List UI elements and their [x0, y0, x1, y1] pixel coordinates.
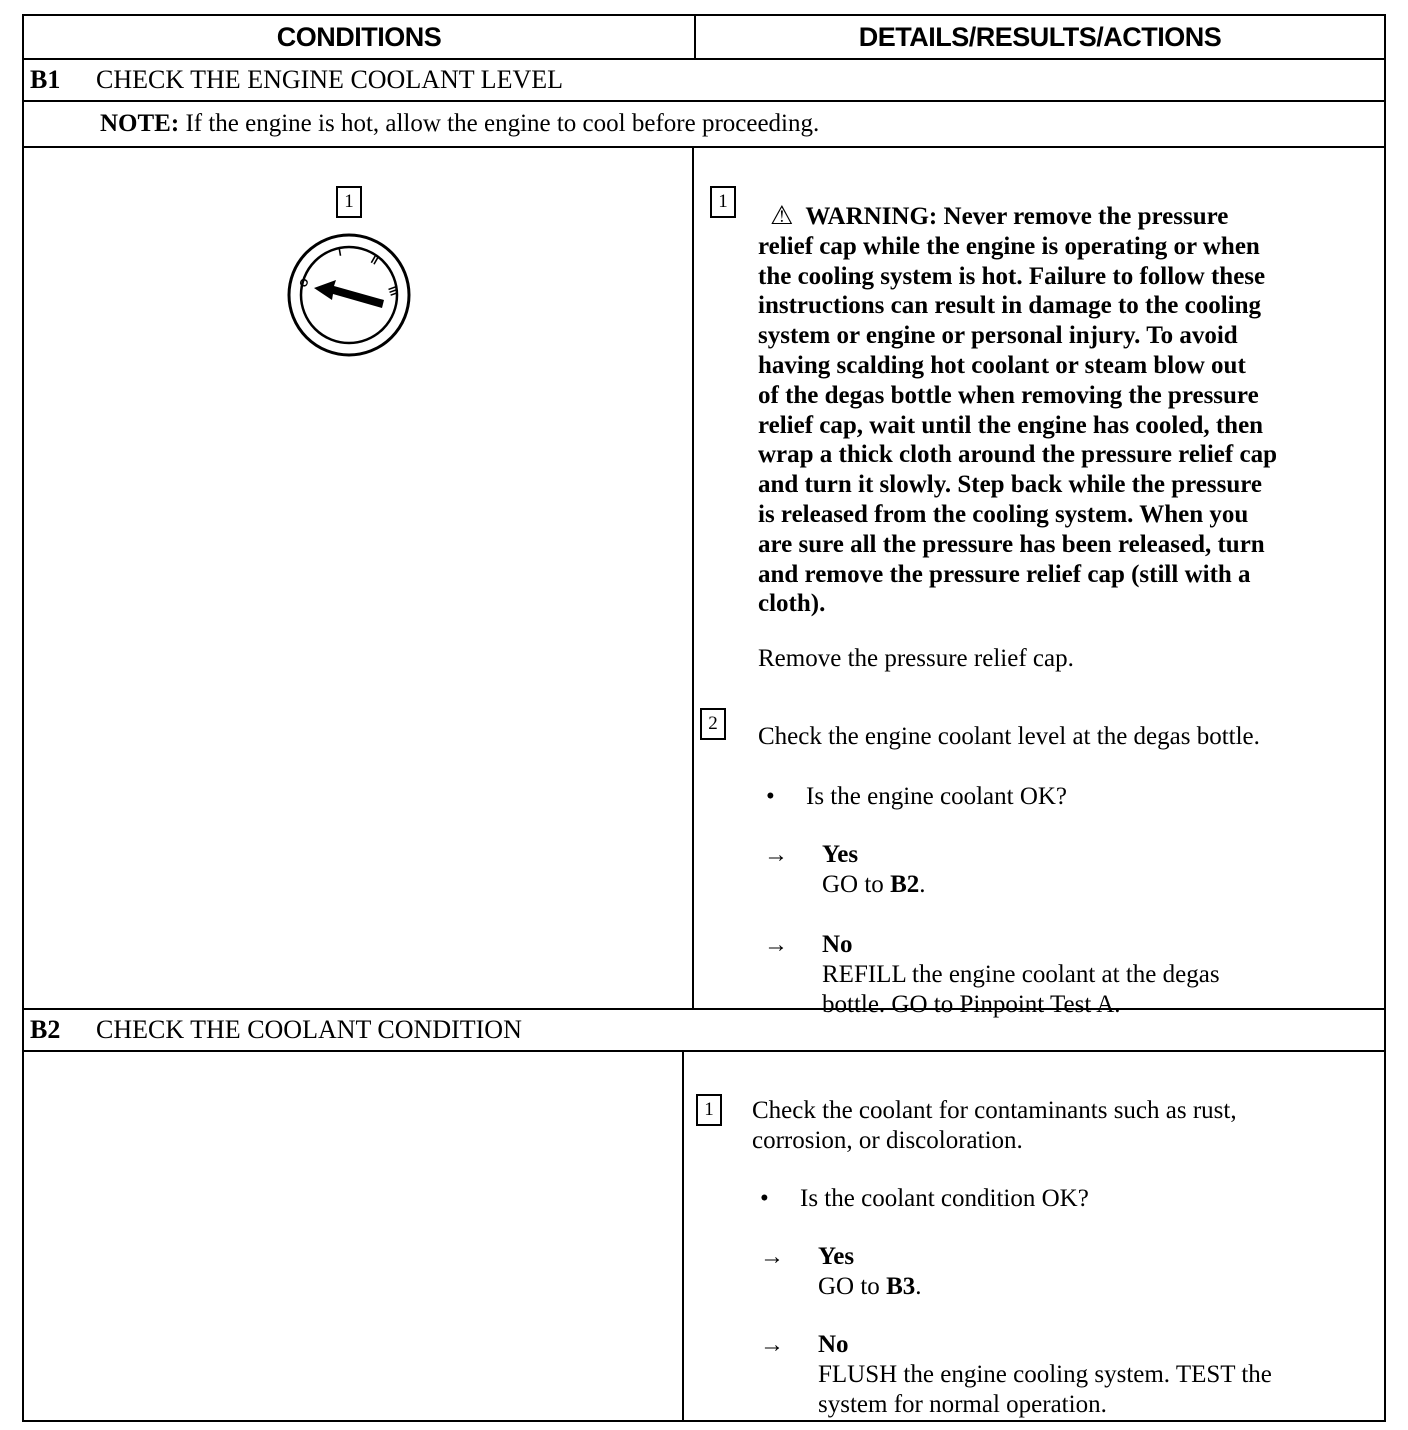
step-b2-1-no	[818, 1330, 1272, 1420]
warning-line-0	[758, 202, 1388, 232]
arrow-right-icon: →	[760, 1244, 784, 1270]
arrow-right-icon: →	[764, 842, 788, 868]
warning-line-4: system or engine or personal injury. To avoid	[758, 322, 1238, 350]
step-b1-2-yes	[822, 840, 926, 900]
warning-line-12: and remove the pressure relief cap (still with a	[758, 560, 1251, 588]
column-divider	[682, 1052, 684, 1420]
yes-action	[822, 870, 926, 900]
step-b1-1-callout: 1	[710, 186, 736, 218]
step-b1-title	[30, 65, 563, 95]
note-text: If the engine is hot, allow the engine to cool before proceeding.	[185, 110, 820, 137]
warning-line-11: are sure all the pressure has been released, turn	[758, 530, 1265, 558]
no-action-line-0: FLUSH the engine cooling system. TEST the	[818, 1361, 1272, 1388]
no-label: No	[818, 1331, 849, 1358]
no-action-line-1: bottle. GO to Pinpoint Test A.	[822, 991, 1121, 1018]
step-b2-1-callout: 1	[696, 1094, 722, 1126]
warning-line-7: relief cap, wait until the engine has cooled, then	[758, 411, 1264, 439]
step-b1-note-row	[22, 100, 1386, 146]
gauge-needle	[314, 280, 384, 308]
step-b2-title	[30, 1015, 522, 1045]
arrow-right-icon: →	[760, 1332, 784, 1358]
note-label: NOTE:	[100, 110, 180, 137]
no-action-line-1: system for normal operation.	[818, 1391, 1107, 1418]
gauge-label-1: I	[337, 246, 343, 259]
yes-action	[818, 1272, 922, 1302]
gauge-label-2: II	[368, 254, 380, 268]
bullet-icon: •	[760, 1185, 769, 1212]
warning-line-13: cloth).	[758, 590, 826, 618]
warning-line-9: and turn it slowly. Step back while the pressure	[758, 471, 1263, 499]
warning-line-1: relief cap while the engine is operating or when	[758, 232, 1260, 260]
no-label: No	[822, 931, 853, 958]
diagnostic-table	[22, 14, 1386, 1422]
yes-action-prefix: GO to	[818, 1273, 887, 1300]
gauge-label-0: O	[297, 276, 312, 290]
step-b2-heading: CHECK THE COOLANT CONDITION	[96, 1015, 522, 1044]
yes-action-ref: B3	[886, 1273, 916, 1300]
step-b1-title-row	[22, 58, 1386, 100]
step-b1-2-text: Check the engine coolant level at the degas bottle.	[758, 723, 1260, 750]
warning-line-text-0: WARNING: Never remove the pressure	[805, 203, 1229, 230]
figure-callout-1: 1	[336, 186, 362, 218]
details-header: DETAILS/RESULTS/ACTIONS	[858, 21, 1222, 52]
warning-triangle-icon: ⚠	[770, 201, 794, 231]
step-b1-heading: CHECK THE ENGINE COOLANT LEVEL	[96, 65, 563, 94]
step-b1-2-callout: 2	[700, 708, 726, 740]
step-b2-1-question: Is the coolant condition OK?	[800, 1185, 1089, 1212]
step-b2-number: B2	[30, 1015, 61, 1044]
yes-action-suffix: .	[919, 871, 926, 898]
step-b1-body-row	[22, 146, 1386, 1018]
yes-action-prefix: GO to	[822, 871, 891, 898]
bullet-icon: •	[766, 783, 775, 810]
step-b2-1-yes	[818, 1242, 922, 1302]
step-b1-number: B1	[30, 65, 61, 94]
step-b2-1-line-1: corrosion, or discoloration.	[752, 1127, 1023, 1154]
yes-label: Yes	[822, 841, 859, 868]
no-action-line-0: REFILL the engine coolant at the degas	[822, 961, 1220, 988]
conditions-header: CONDITIONS	[276, 21, 442, 52]
step-b2-1-text	[752, 1096, 1237, 1156]
step-b1-2-no	[822, 930, 1220, 1020]
yes-action-ref: B2	[890, 871, 920, 898]
warning-line-2: the cooling system is hot. Failure to follow these	[758, 262, 1266, 290]
gauge-label-3: III	[385, 284, 400, 298]
warning-line-5: having scalding hot coolant or steam blow out	[758, 351, 1246, 379]
column-divider	[692, 148, 694, 1008]
warning-line-6: of the degas bottle when removing the pressure	[758, 381, 1259, 409]
step-b2-body-row	[22, 1050, 1386, 1422]
step-b1-note	[100, 110, 819, 138]
warning-line-8: wrap a thick cloth around the pressure relief cap	[758, 441, 1277, 469]
pressure-cap-gauge-icon	[284, 230, 414, 360]
yes-action-suffix: .	[915, 1273, 922, 1300]
step-b2-1-line-0: Check the coolant for contaminants such as rust,	[752, 1097, 1237, 1124]
warning-block	[758, 202, 1388, 619]
arrow-right-icon: →	[764, 932, 788, 958]
yes-label: Yes	[818, 1243, 855, 1270]
step-b2-title-row	[22, 1008, 1386, 1050]
step-b1-2-question: Is the engine coolant OK?	[806, 783, 1068, 810]
table-header-row	[22, 14, 1386, 58]
warning-line-3: instructions can result in damage to the cooling	[758, 292, 1262, 320]
step-b1-1-action: Remove the pressure relief cap.	[758, 645, 1074, 672]
warning-line-10: is released from the cooling system. When you	[758, 500, 1249, 528]
